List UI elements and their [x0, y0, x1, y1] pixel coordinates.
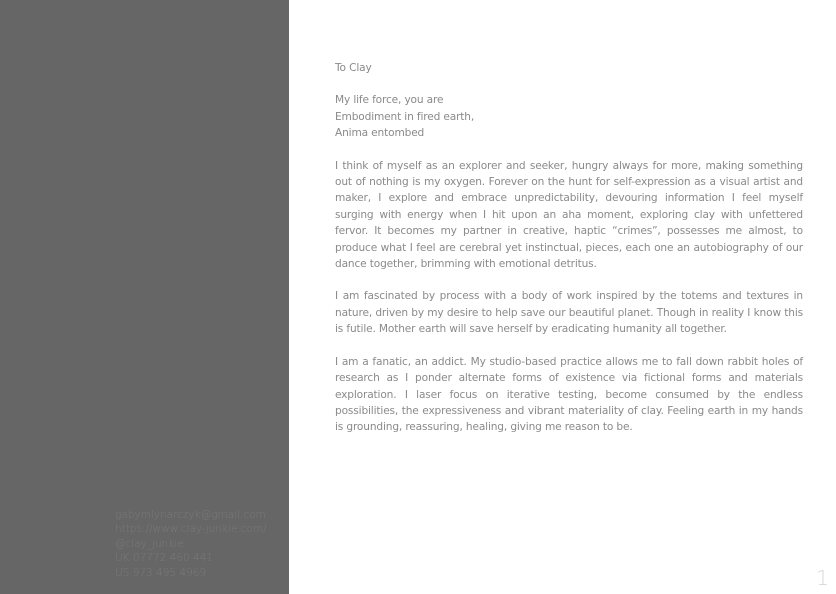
contact-phone-us: US 973 495 4969	[115, 566, 207, 579]
poem-line: My life force, you are	[335, 94, 444, 107]
letter-salutation: To Clay	[335, 62, 372, 74]
poem-line: Embodiment in fired earth,	[335, 110, 475, 123]
paragraph: I think of myself as an explorer and seeker, hungry always for more, making something out of nothing is my oxygen. Forever on the hunt for self-expression as a visual artist and maker, I explore and embrace unpredictability, devouring information I feel myself surging with energy when I hit upon an aha moment, exploring clay with unfettered fervor. It becomes my partner in creative, haptic “crimes”, possesses me almost, to produce what I feel are cerebral yet instinctual, pieces, each one an autobiography of our dance together, brimming with emotional detritus.	[335, 159, 803, 271]
poem-line: Anima entombed	[335, 127, 425, 140]
contact-website: https://www.clay-junkie.com/	[115, 523, 267, 536]
paragraph: I am a fanatic, an addict. My studio-based practice allows me to fall down rabbit holes of research as I ponder alternate forms of existence via fictional forms and materials exploration. I laser focus on iterative testing, become consumed by the endless possibilities, the expressiveness and vibrant materiality of clay. Feeling earth in my hands is grounding, reassuring, healing, giving me reason to be.	[335, 355, 803, 434]
contact-phone-uk: UK 07772 460 441	[115, 552, 214, 565]
paragraph: I am fascinated by process with a body of work inspired by the totems and textures in nature, driven by my desire to help save our beautiful planet. Though in reality I know this is futile. Mother earth will save herself by eradicating humanity all together.	[335, 290, 803, 336]
sidebar-panel	[0, 0, 289, 594]
page-number: 1	[816, 566, 829, 590]
contact-info	[115, 508, 285, 580]
letter-body	[335, 60, 803, 452]
contact-email: gabymlynarczyk@gmail.com	[115, 509, 266, 521]
contact-handle: @clay_junkie	[115, 537, 184, 550]
